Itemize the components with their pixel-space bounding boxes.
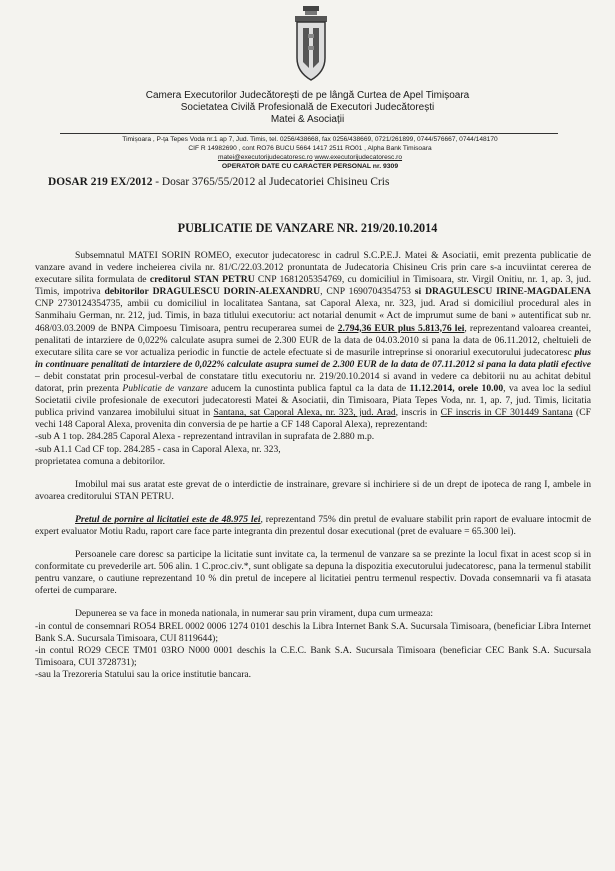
contact-line bbox=[60, 154, 560, 162]
debtor-2: DRAGULESCU IRINE-MAGDALENA bbox=[425, 286, 591, 298]
website-link[interactable]: www.executorijudecatoresc.ro bbox=[314, 154, 403, 161]
chamber-name: Camera Executorilor Judecătorești de pe lângă Curtea de Apel Timișoara bbox=[145, 90, 470, 101]
case-number bbox=[48, 176, 389, 188]
dosar-detail: - Dosar 3765/55/2012 al Judecatoriei Chisineu Cris bbox=[152, 176, 390, 188]
document-title: PUBLICATIE DE VANZARE NR. 219/20.10.2014 bbox=[177, 221, 438, 235]
list-item: -in contul RO29 CECE TM01 03RO N000 0001 deschis la C.E.C. Bank S.A. Sucursala Timisoara (beneficiar CEC Bank S.A. Sucursala Timisoara, CUI 3728731); bbox=[35, 644, 591, 668]
debtor-1: DRAGULESCU DORIN-ALEXANDRU bbox=[152, 286, 321, 298]
address-line: Timișoara , P-ța Tepes Voda nr.1 ap 7, Jud. Timis, tel. 0256/438668, fax 0256/438669, 0721/261899, 0744/576667, 0744/148170 bbox=[122, 136, 498, 143]
auction-date: 11.12.2014, orele 10.00 bbox=[409, 383, 504, 395]
debt-amount: 2.794,36 EUR plus 5.813,76 lei bbox=[337, 322, 465, 334]
society-name: Societatea Civilă Profesională de Executori Judecătorești bbox=[180, 102, 435, 113]
list-item: -sau la Trezoreria Statului sau la orice institutie bancara. bbox=[35, 668, 252, 680]
header-divider bbox=[60, 133, 558, 134]
email-link[interactable]: matei@executorijudecatoresc.ro bbox=[217, 154, 313, 161]
paragraph-intro: Subsemnatul MATEI SORIN ROMEO, executor judecatoresc in cadrul S.C.P.E.J. Matei & Asociatii, emit prezenta publicatie de vanzare avand in vedere incheierea civila nr. 81/C/22.03.2012 pronuntata de Judecatoria Chisineu Cris prin care s-a incuviintat cererea de executare silita formulata de creditorul STAN PETRU CNP 1681205354769, cu domiciliul in Timisoara, str. Virgil Onitiu, nr. 1, ap. 3, jud. Timis, impotriva debitorilor DRAGULESCU DORIN-ALEXANDRU, CNP 1690704354753 si DRAGULESCU IRINE-MAGDALENA CNP 2730124354735, ambii cu domiciliul in localitatea Santana, sat Caporal Alexa, nr. 323, jud. Arad si domiciliul procedural ales in Sanmihaiu German, nr. 212, jud. Timis, in baza titlului executoriu: act notarial denumit « Act de imprumut sume de bani » autentificat sub nr. 468/03.03.2009 de BNPA Cimpoesu Timisoara, pentru recuperarea sumei de 2.794,36 EUR plus 5.813,76 lei, reprezentand valoarea creantei, penalitati de intarziere de 0,022% calculate asupra sumei de 2.300 EUR de la data de 04.03.2010 si pana la data de 06.11.2012, cheltuieli de executare silita care se vor actualiza periodic in functie de actele efectuate si de masurile intreprinse si onorariul executorului judecatoresc plus in continuare penalitati de intarziere de 0,022% calculate asupra sumei de 2.300 EUR de la data de 07.11.2012 si pana la data platii efective – debit constatat prin procesul-verbal de constatare titlu executoriu nr. 219/20.10.2014 si avand in vedere ca debitorii nu au achitat debitul datorat, prin prezenta Publicatie de vanzare aducem la cunostinta publica faptul ca la data de 11.12.2014, orele 10.00, va avea loc la sediul Societatii civile profesionale de executori judecatoresti Matei & Asociatii, din Timisoara, Piata Tepes Voda, nr. 1, ap. 7, jud. Timis, licitatia publica privind vanzarea imobilului situat in Santana, sat Caporal Alexa, nr. 323, jud. Arad, inscris in CF inscris in CF 301449 Santana (CF vechi 148 Caporal Alexa, provenita din conversia de pe hartie a CF 148 Caporal Alexa), reprezentand: bbox=[35, 250, 591, 431]
paragraph-encumbrance: Imobilul mai sus aratat este grevat de o interdictie de instrainare, grevare si inchiriere si de un drept de ipoteca de rang I, ambele in avoarea creditorului STAN PETRU. bbox=[35, 478, 591, 502]
list-item: proprietatea comuna a debitorilor. bbox=[35, 455, 165, 467]
coat-of-arms-logo bbox=[291, 6, 331, 86]
property-location: Santana, sat Caporal Alexa, nr. 323, jud. Arad bbox=[213, 407, 396, 419]
document-body bbox=[35, 250, 591, 681]
paragraph-starting-price: Pretul de pornire al licitatiei este de 48.975 lei, reprezentand 75% din pretul de evaluare stabilit prin raport de evaluare intocmit de expert evaluator Motiu Radu, raport care face parte integranta din prezentul dosar executional (pret de evaluare = 65.300 lei). bbox=[35, 513, 591, 537]
list-item: -sub A1.1 Cad CF top. 284.285 - casa in Caporal Alexa, nr. 323, bbox=[35, 443, 281, 455]
starting-price: Pretul de pornire al licitatiei este de 48.975 lei bbox=[75, 513, 261, 525]
paragraph-deposit: Depunerea se va face in moneda nationala, in numerar sau prin virament, dupa cum urmeaza: bbox=[75, 608, 434, 620]
fiscal-line: CIF R 14982690 , cont RO76 BUCU 5664 1417 2511 RO01 , Alpha Bank Timisoara bbox=[188, 145, 432, 152]
creditor-name: creditorul STAN PETRU bbox=[149, 274, 255, 286]
operator-line: OPERATOR DATE CU CARACTER PERSONAL nr. 9309 bbox=[221, 163, 399, 170]
paragraph-participation: Persoanele care doresc sa participe la licitatie sunt invitate ca, la termenul de vanzare sa se prezinte la locul fixat in acest scop si in conformitate cu prevederile art. 506 alin. 1 C.proc.civ.*, sunt obligate sa depuna la dispozitia executorului judecatoresc, pana la termenul stabilit pentru vanzare, o cautiune reprezentand 10 % din pretul de incepere al licitatiei pentru termenul respectiv. Dovada consemnarii va fi atasata ofertei de cumparare. bbox=[35, 549, 591, 597]
firm-name: Matei & Asociații bbox=[270, 114, 345, 125]
list-item: -in contul de consemnari RO54 BREL 0002 0006 1274 0101 deschis la Libra Internet Bank S.A. Sucursala Timisoara, (beneficiar Libra Internet Bank S.A. Sucursala Timisoara, CUI 8119644); bbox=[35, 620, 591, 644]
list-item: -sub A 1 top. 284.285 Caporal Alexa - reprezentand intravilan in suprafata de 2.880 m.p. bbox=[35, 431, 375, 443]
dosar-number: DOSAR 219 EX/2012 bbox=[48, 176, 153, 188]
land-registry: CF inscris in CF 301449 Santana bbox=[440, 407, 573, 419]
penalty-clause: plus in continuare penalitati de intarziere de 0,022% calculate asupra sumei de 2.300 EUR de la data de 07.11.2012 si pana la data platii efective bbox=[35, 346, 591, 370]
